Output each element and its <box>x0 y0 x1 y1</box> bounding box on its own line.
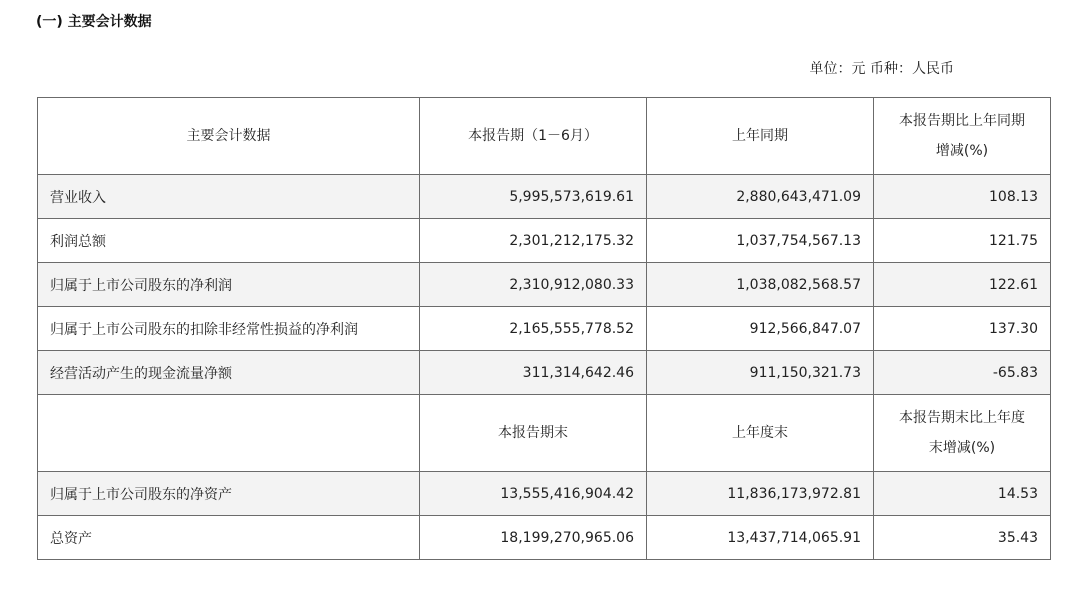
table-row <box>38 351 1051 395</box>
previous-value: 1,038,082,568.57 <box>647 263 874 307</box>
header-prior-period: 上年同期 <box>647 98 874 175</box>
current-value: 13,555,416,904.42 <box>420 472 647 516</box>
current-value: 2,310,912,080.33 <box>420 263 647 307</box>
section-title: (一) 主要会计数据 <box>36 14 152 30</box>
change-value: -65.83 <box>874 351 1051 395</box>
previous-value: 911,150,321.73 <box>647 351 874 395</box>
row-label: 经营活动产生的现金流量净额 <box>38 351 420 395</box>
unit-currency-note: 单位：元 币种：人民币 <box>809 61 954 77</box>
previous-value: 13,437,714,065.91 <box>647 516 874 560</box>
table-row <box>38 263 1051 307</box>
table-subheader-row <box>38 395 1051 472</box>
change-value: 137.30 <box>874 307 1051 351</box>
table-row <box>38 175 1051 219</box>
current-value: 311,314,642.46 <box>420 351 647 395</box>
subheader-item <box>38 395 420 472</box>
change-value: 35.43 <box>874 516 1051 560</box>
subheader-change-line2: 末增减(%) <box>928 440 996 456</box>
change-value: 108.13 <box>874 175 1051 219</box>
previous-value: 2,880,643,471.09 <box>647 175 874 219</box>
key-accounting-data-table <box>37 97 1051 560</box>
table-row <box>38 516 1051 560</box>
row-label: 归属于上市公司股东的净利润 <box>38 263 420 307</box>
previous-value: 912,566,847.07 <box>647 307 874 351</box>
subheader-change-line1: 本报告期末比上年度 <box>899 410 1025 426</box>
current-value: 2,165,555,778.52 <box>420 307 647 351</box>
header-current-period: 本报告期（1－6月） <box>420 98 647 175</box>
subheader-period-end: 本报告期末 <box>420 395 647 472</box>
row-label: 总资产 <box>38 516 420 560</box>
table-row <box>38 472 1051 516</box>
header-change-line2: 增减(%) <box>935 143 989 159</box>
current-value: 18,199,270,965.06 <box>420 516 647 560</box>
table-header-row <box>38 98 1051 175</box>
table-row <box>38 219 1051 263</box>
change-value: 14.53 <box>874 472 1051 516</box>
row-label: 归属于上市公司股东的净资产 <box>38 472 420 516</box>
change-value: 122.61 <box>874 263 1051 307</box>
table-row <box>38 307 1051 351</box>
row-label: 利润总额 <box>38 219 420 263</box>
current-value: 2,301,212,175.32 <box>420 219 647 263</box>
header-item: 主要会计数据 <box>38 98 420 175</box>
row-label: 归属于上市公司股东的扣除非经常性损益的净利润 <box>38 307 420 351</box>
header-change <box>874 98 1051 175</box>
header-change-line1: 本报告期比上年同期 <box>899 113 1025 129</box>
subheader-prior-year-end: 上年度末 <box>647 395 874 472</box>
previous-value: 1,037,754,567.13 <box>647 219 874 263</box>
subheader-change <box>874 395 1051 472</box>
current-value: 5,995,573,619.61 <box>420 175 647 219</box>
change-value: 121.75 <box>874 219 1051 263</box>
previous-value: 11,836,173,972.81 <box>647 472 874 516</box>
row-label: 营业收入 <box>38 175 420 219</box>
